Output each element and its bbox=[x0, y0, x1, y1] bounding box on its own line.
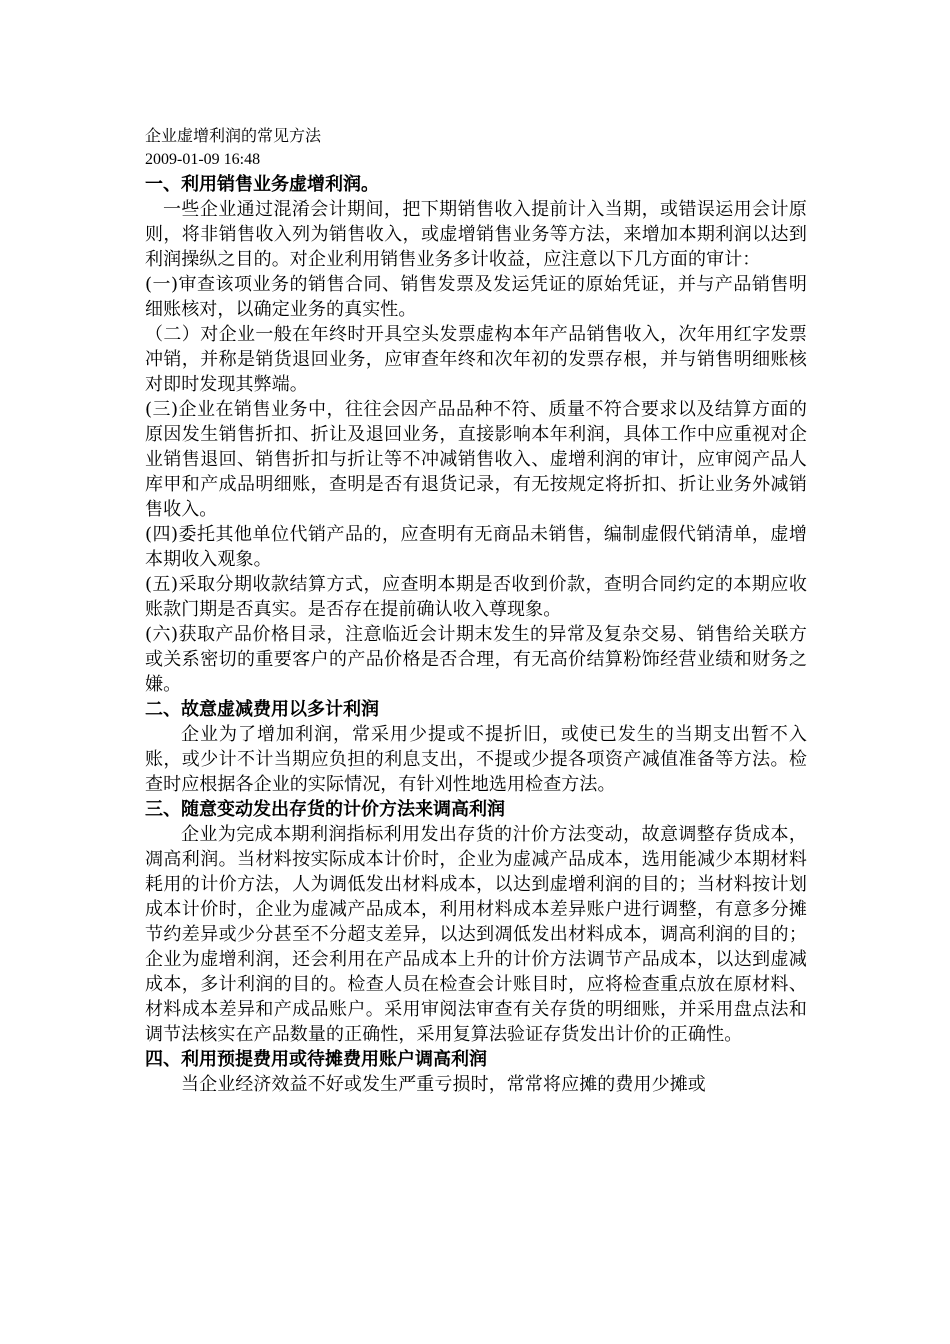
paragraph: (五)采取分期收款结算方式，应查明本期是否收到价款，查明合同约定的本期应收账款门期是否真实。是否存在提前确认收入尊现象。 bbox=[145, 574, 807, 620]
paragraph: (一)审查该项业务的销售合同、销售发票及发运凭证的原始凭证，并与产品销售明细账核对，以确定业务的真实性。 bbox=[145, 274, 807, 320]
document-page bbox=[145, 124, 807, 1097]
section-heading-1: 一、利用销售业务虚增利润。 bbox=[145, 174, 379, 195]
paragraph: (六)获取产品价格目录，注意临近会计期末发生的异常及复杂交易、销售给关联方或关系密切的重要客户的产品价格是否合理，有无高价结算粉饰经营业绩和财务之嫌。 bbox=[145, 624, 807, 695]
paragraph: 当企业经济效益不好或发生严重亏损时，常常将应摊的费用少摊或 bbox=[181, 1074, 706, 1095]
paragraph: 一些企业通过混淆会计期间，把下期销售收入提前计入当期，或错误运用会计原则，将非销售收入列为销售收入，或虚增销售业务等方法，来增加本期利润以达到利润操纵之目的。对企业利用销售业务多计收益，应注意以下几方面的审计： bbox=[145, 199, 807, 270]
paragraph: （二）对企业一般在年终时开具空头发票虚构本年产品销售收入，次年用红字发票冲销，并称是销货退回业务，应审查年终和次年初的发票存根，并与销售明细账核对即时发现其弊端。 bbox=[145, 324, 807, 395]
paragraph: (四)委托其他单位代销产品的，应查明有无商品未销售，编制虚假代销清单，虚增本期收入观象。 bbox=[145, 524, 807, 570]
paragraph: 企业为完成本期利润指标利用发出存货的汁价方法变动，故意调整存货成本，凋高利润。当材料按实际成本计价时，企业为虚减产品成本，选用能减少本期材料耗用的计价方法，人为调低发出材料成本，以达到虚增利润的目的；当材料按计划成本计价时，企业为虚减产品成本，利用材料成本差异账户进行调整，有意多分摊节约差异或少分甚至不分超支差异，以达到凋低发出材料成本，调高利润的目的；企业为虚增利润，还会利用在产品成本上升的计价方法调节产品成本，以达到虚减成本，多计利润的目的。检查人员在检查会计账目时，应将检查重点放在原材料、材料成本差异和产成品账户。采用审阅法审查有关存货的明细账，并采用盘点法和调节法核实在产品数量的正确性，采用复算法验证存货发出计价的正确性。 bbox=[145, 824, 807, 1045]
section-heading-3: 三、随意变动发出存货的计价方法来调高利润 bbox=[145, 799, 505, 820]
document-date: 2009-01-09 16:48 bbox=[145, 151, 261, 168]
section-heading-4: 四、利用预提费用或待摊费用账户调高利润 bbox=[145, 1049, 487, 1070]
paragraph: 企业为了增加利润，常采用少提或不提折旧，或使已发生的当期支出暂不入账，或少计不计当期应负担的利息支出，不提或少提各项资产减值准备等方法。检查时应根据各企业的实际情况，有针刈性地选用检查方法。 bbox=[145, 724, 807, 795]
section-heading-2: 二、故意虚减费用以多计利润 bbox=[145, 699, 379, 720]
document-title: 企业虚增利润的常见方法 bbox=[145, 126, 322, 145]
paragraph: (三)企业在销售业务中，往往会因产品品种不符、质量不符合要求以及结算方面的原因发生销售折扣、折让及退回业务，直接影响本年利润，具体工作中应重视对企业销售退回、销售折扣与折让等不冲减销售收入、虚增利润的审计，应审阅产品人库甲和产成品明细账，查明是否有退货记录，有无按规定将折扣、折让业务外减销售收入。 bbox=[145, 399, 807, 520]
